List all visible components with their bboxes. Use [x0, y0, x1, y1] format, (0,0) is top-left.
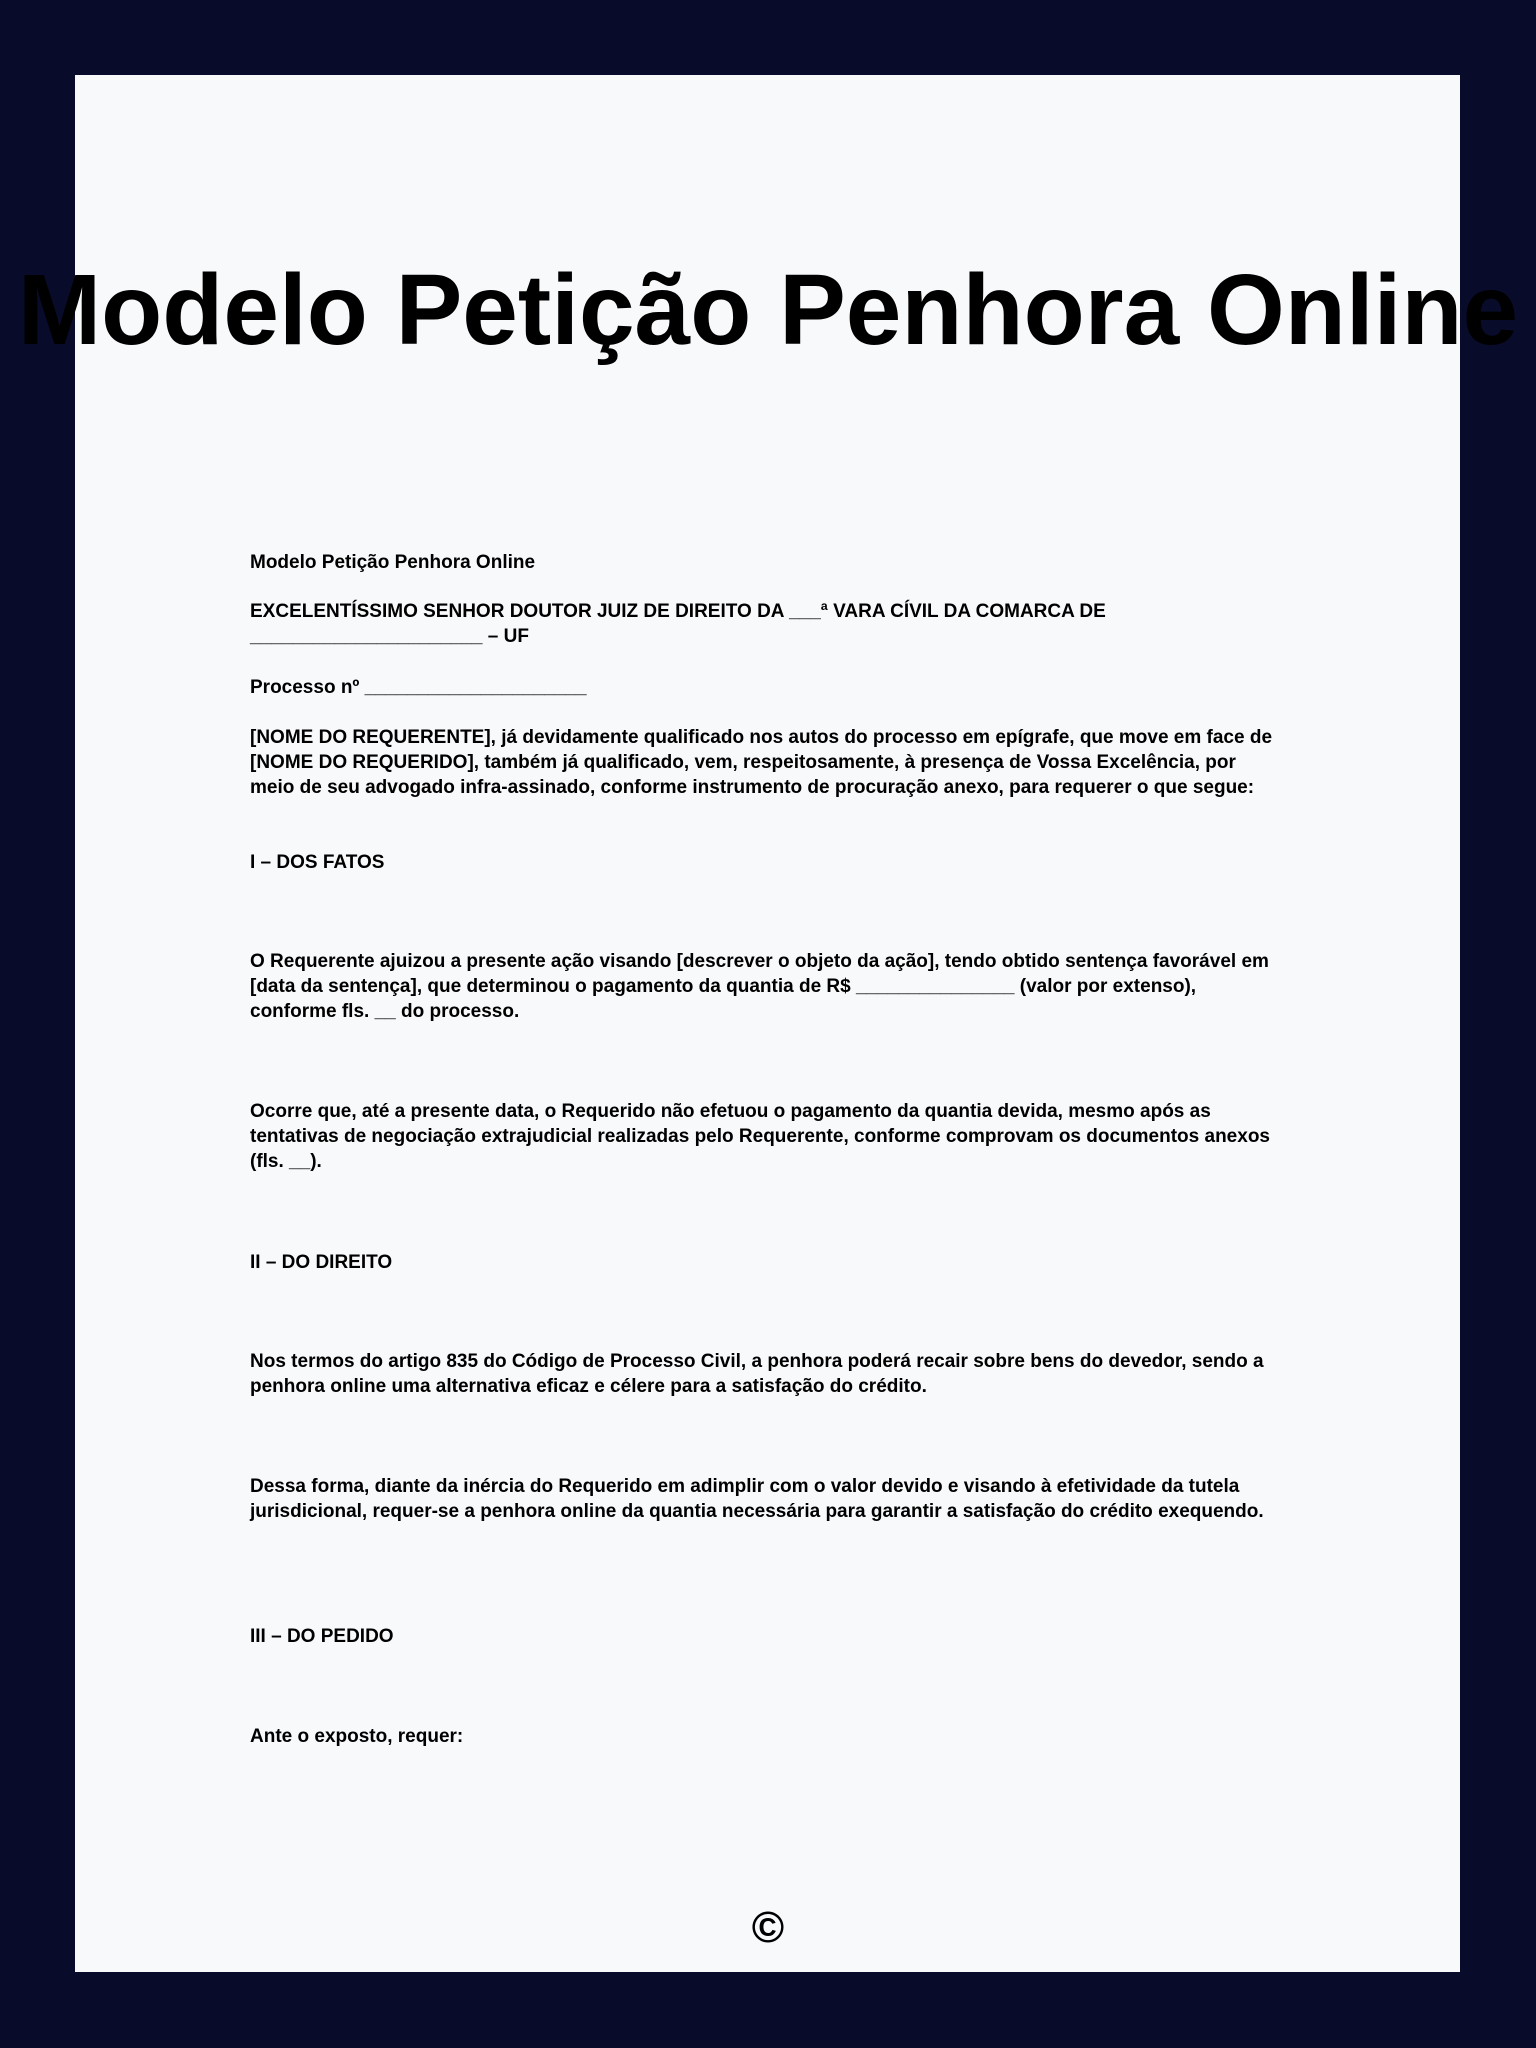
- page-title: Modelo Petição Penhora Online: [17, 254, 1519, 366]
- section-heading-request: III – DO PEDIDO: [250, 1626, 394, 1647]
- request-paragraph: Ante o exposto, requer:: [250, 1726, 464, 1747]
- copyright-icon: ©: [751, 1903, 785, 1952]
- section-heading-facts: I – DOS FATOS: [250, 852, 385, 873]
- facts-paragraph-2: Ocorre que, até a presente data, o Requerido não efetuou o pagamento da quantia devida, mesmo após as tentativas de negociação extrajudicial realizadas pelo Requerente, conforme comprovam os documentos anexos (fls. __).: [250, 1101, 1270, 1172]
- addressee: EXCELENTÍSSIMO SENHOR DOUTOR JUIZ DE DIREITO DA ___ª VARA CÍVIL DA COMARCA DE ______________________ – UF: [250, 601, 1106, 647]
- document-subtitle: Modelo Petição Penhora Online: [250, 552, 536, 573]
- law-paragraph-2: Dessa forma, diante da inércia do Requerido em adimplir com o valor devido e visando à efetividade da tutela jurisdicional, requer-se a penhora online da quantia necessária para garantir a satisfação do crédito exequendo.: [250, 1476, 1264, 1522]
- process-number: Processo nº _____________________: [250, 677, 587, 698]
- facts-paragraph-1: O Requerente ajuizou a presente ação visando [descrever o objeto da ação], tendo obtido sentença favorável em [data da sentença], que determinou o pagamento da quantia de R$ _______________ (valor por extenso), conforme fls. __ do processo.: [250, 951, 1269, 1022]
- section-heading-law: II – DO DIREITO: [250, 1252, 393, 1273]
- law-paragraph-1: Nos termos do artigo 835 do Código de Processo Civil, a penhora poderá recair sobre bens do devedor, sendo a penhora online uma alternativa eficaz e célere para a satisfação do crédito.: [250, 1351, 1264, 1397]
- intro-paragraph: [NOME DO REQUERENTE], já devidamente qualificado nos autos do processo em epígrafe, que move em face de [NOME DO REQUERIDO], também já qualificado, vem, respeitosamente, à presença de Vossa Excelência, por meio de seu advogado infra-assinado, conforme instrumento de procuração anexo, para requerer o que segue:: [250, 727, 1273, 798]
